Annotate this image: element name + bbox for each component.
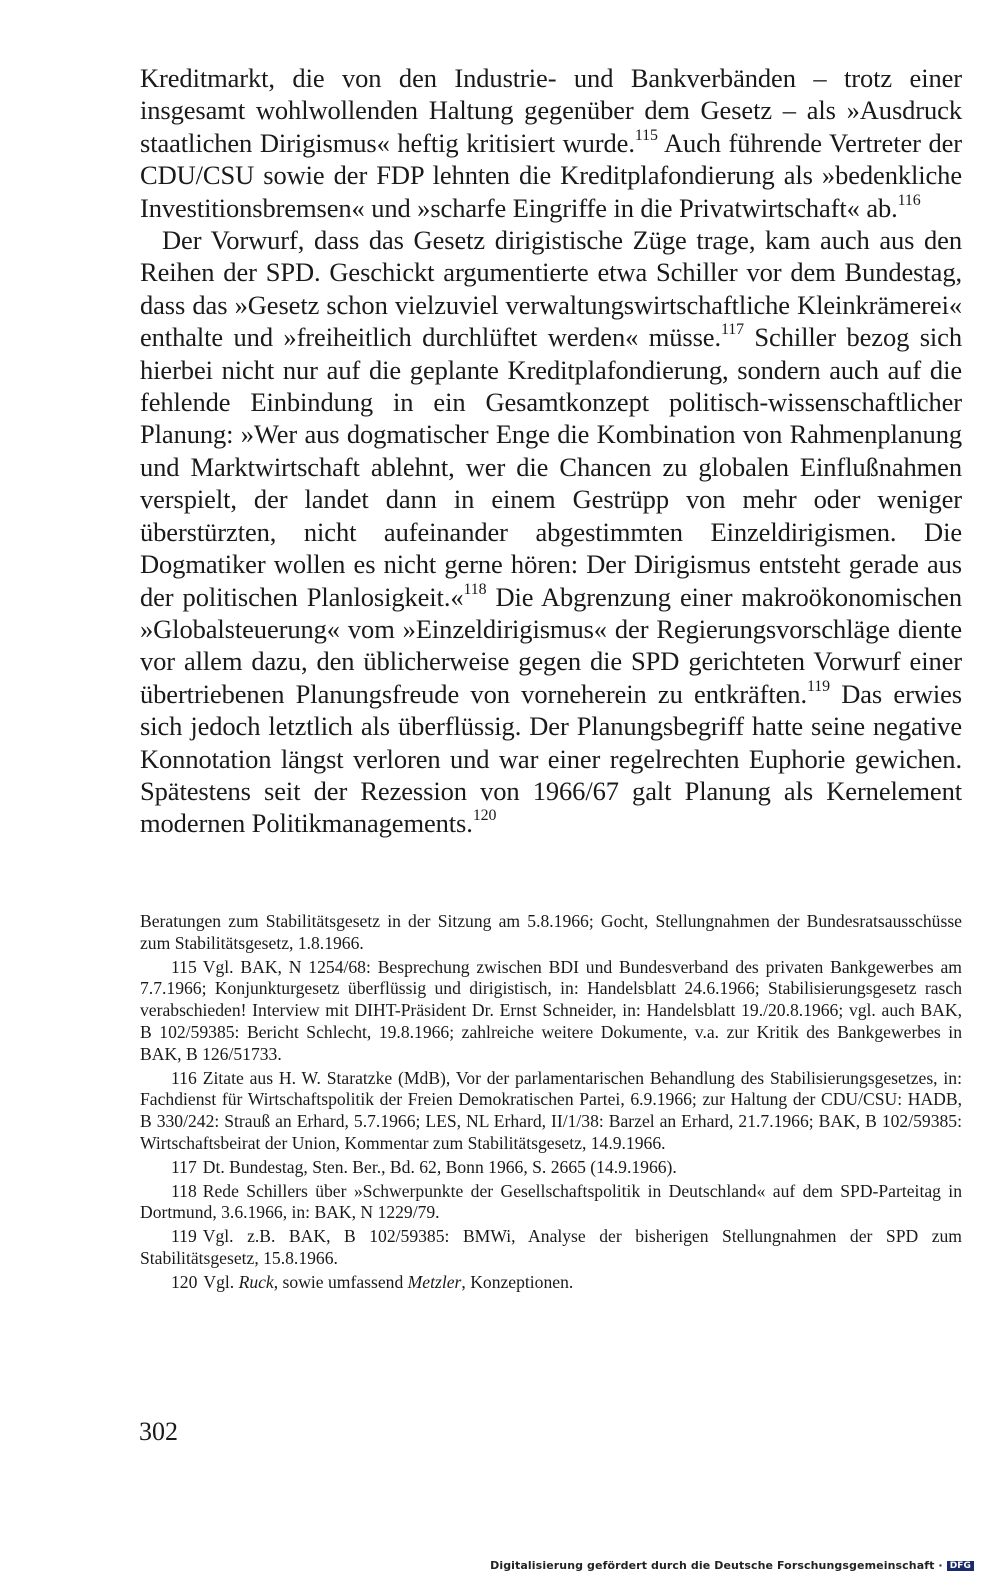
footnote-text: Vgl. <box>203 1271 239 1292</box>
footnote-number: 119 <box>171 1226 197 1247</box>
main-text <box>140 62 962 840</box>
footnote-115 <box>140 957 962 1066</box>
footnote-text: Vgl. z.B. BAK, B 102/59385: BMWi, Analyse der bisherigen Stellungnahmen der SPD zum Stabilitätsgesetz, 15.8.1966. <box>140 1226 962 1268</box>
author-name: Metzler <box>407 1271 462 1292</box>
digitization-credit <box>490 1559 974 1572</box>
paragraph-2 <box>140 224 962 840</box>
footnote-119 <box>140 1226 962 1270</box>
footnote-text: Zitate aus H. W. Staratzke (MdB), Vor der parlamentarischen Behandlung des Stabilisierungsgesetzes, in: Fachdienst für Wirtschaftspolitik der Freien Demokratischen Partei, 6.9.1966; zur Haltung der CDU/CSU: HADB, B 330/242: Strauß an Erhard, 5.7.1966; LES, NL Erhard, II/1/38: Barzel an Erhard, 21.7.1966; BAK, B 102/59385: Wirtschaftsbeirat der Union, Kommentar zum Stabilitätsgesetz, 14.9.1966. <box>140 1067 962 1153</box>
paragraph-1 <box>140 62 962 224</box>
footnote-text: Rede Schillers über »Schwerpunkte der Gesellschaftspolitik in Deutschland« auf dem SPD-Parteitag in Dortmund, 3.6.1966, in: BAK, N 1229/79. <box>140 1180 962 1223</box>
footnote-number: 118 <box>171 1180 197 1201</box>
footnote-number: 117 <box>171 1156 197 1177</box>
footnote-ref[interactable]: 115 <box>634 126 658 144</box>
footnote-text: Vgl. BAK, N 1254/68: Besprechung zwischen BDI und Bundesverband des privaten Bankgewerbes am 7.7.1966; Konjunkturgesetz überflüssig und dirigistisch, in: Handelsblatt 24.6.1966; Stabilisierungsgesetz rasch verabschieden! Interview mit DIHT-Präsident Dr. Ernst Schneider, in: Handelsblatt 19./20.8.1966; vgl. auch BAK, B 102/59385: Bericht Schlecht, 19.8.1966; zahlreiche weitere Dokumente, v.a. zur Kritik des Bankgewerbes in BAK, B 126/51733. <box>140 956 962 1064</box>
text-span: Das erwies sich jedoch letztlich als überflüssig. Der Planungsbegriff hatte seine negative Konnotation längst verloren und war einer regelrechten Euphorie gewichen. Spätestens seit der Rezession von 1966/67 galt Planung als Kernelement modernen Politikmanagements. <box>140 678 962 839</box>
footnote-120 <box>140 1272 962 1294</box>
footnote-number: 120 <box>171 1271 198 1292</box>
credit-text: Digitalisierung gefördert durch die Deutsche Forschungsgemeinschaft · <box>490 1559 943 1572</box>
text-span: Auch führende Vertreter der CDU/CSU sowie der FDP lehnten die Kreditplafondierung als »bedenkliche Investitionsbremsen« und »scharfe Eingriffe in die Privatwirtschaft« ab. <box>140 127 962 223</box>
footnote-ref[interactable]: 118 <box>463 580 487 598</box>
footnote-text: , Konzeptionen. <box>461 1271 574 1292</box>
footnote-118 <box>140 1181 962 1225</box>
footnote-text: , sowie umfassend <box>273 1271 408 1292</box>
footnote-number: 115 <box>171 956 197 977</box>
text-span: Die Abgrenzung einer makroökonomischen »Globalsteuerung« vom »Einzeldirigismus« der Regierungsvorschläge diente vor allem dazu, den üblicherweise gegen die SPD gerichteten Vorwurf einer übertriebenen Planungsfreude von vorneherein zu entkräften. <box>140 581 962 709</box>
footnote-number: 116 <box>171 1067 197 1088</box>
footnote-ref[interactable]: 116 <box>897 191 921 209</box>
author-name: Ruck <box>238 1271 274 1292</box>
footnote-text: Dt. Bundestag, Sten. Ber., Bd. 62, Bonn 1966, S. 2665 (14.9.1966). <box>202 1156 677 1177</box>
footnote-117 <box>140 1157 962 1179</box>
footnote-continuation: Beratungen zum Stabilitätsgesetz in der Sitzung am 5.8.1966; Gocht, Stellungnahmen der Bundesratsausschüsse zum Stabilitätsgesetz, 1.8.1966. <box>140 911 962 953</box>
footnote-ref[interactable]: 120 <box>472 807 497 825</box>
text-span: Der Vorwurf, dass das Gesetz dirigistische Züge trage, kam auch aus den Reihen der SPD. Geschickt argumentierte etwa Schiller vor dem Bundestag, dass das »Gesetz schon vielzuviel verwaltungswirtschaftliche Kleinkrämerei« enthalte und »freiheitlich durchlüftet werden« müsse. <box>140 225 962 353</box>
footnote-ref[interactable]: 117 <box>720 321 744 339</box>
text-span: Kreditmarkt, die von den Industrie- und Bankverbänden – trotz einer insgesamt wohlwollenden Haltung gegenüber dem Gesetz – als »Ausdruck staatlichen Dirigismus« heftig kritisiert wurde. <box>140 63 962 158</box>
dfg-logo-icon: DFG <box>947 1561 974 1571</box>
footnote-ref[interactable]: 119 <box>806 677 830 695</box>
footnote-116 <box>140 1068 962 1155</box>
footnotes <box>140 911 962 1296</box>
text-span: Schiller bezog sich hierbei nicht nur auf die geplante Kreditplafondierung, sondern auch auf die fehlende Einbindung in ein Gesamtkonzept politisch-wissenschaftlicher Planung: »Wer aus dogmatischer Enge die Kombination von Rahmenplanung und Marktwirtschaft ablehnt, wer die Chancen zu globalen Einflußnahmen verspielt, der landet dann in einem Gestrüpp von mehr oder weniger überstürzten, nicht aufeinander abgestimmten Einzeldirigismen. Die Dogmatiker wollen es nicht gerne hören: Der Dirigismus entsteht gerade aus der politischen Planlosigkeit.« <box>140 322 962 612</box>
page-number: 302 <box>139 1417 178 1446</box>
